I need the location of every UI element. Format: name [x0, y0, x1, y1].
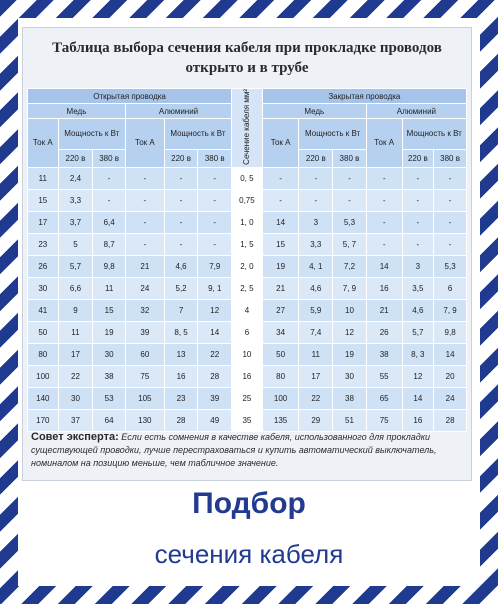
- table-cell: 21: [125, 255, 164, 277]
- table-cell: 3,7: [58, 211, 93, 233]
- table-cell: 4,6: [402, 299, 434, 321]
- section-cell: 10: [232, 343, 263, 365]
- table-cell: 11: [58, 321, 93, 343]
- table-cell: 30: [93, 343, 126, 365]
- voltage-380-header: 380 в: [333, 149, 367, 167]
- table-cell: 15: [28, 189, 59, 211]
- table-cell: 5,2: [164, 277, 198, 299]
- section-cell: 0,75: [232, 189, 263, 211]
- table-cell: 51: [333, 409, 367, 431]
- table-cell: -: [366, 189, 402, 211]
- table-cell: 7,4: [299, 321, 333, 343]
- table-cell: 8, 5: [164, 321, 198, 343]
- table-cell: 5, 7: [333, 233, 367, 255]
- power-header: Мощность к Вт: [164, 119, 231, 150]
- table-cell: 5,7: [58, 255, 93, 277]
- table-cell: 30: [28, 277, 59, 299]
- table-cell: 6,4: [93, 211, 126, 233]
- table-cell: 8, 3: [402, 343, 434, 365]
- table-cell: 10: [333, 299, 367, 321]
- table-cell: -: [164, 167, 198, 189]
- table-cell: 19: [93, 321, 126, 343]
- table-cell: 38: [333, 387, 367, 409]
- table-cell: -: [198, 211, 232, 233]
- section-cell: 0, 5: [232, 167, 263, 189]
- table-cell: 12: [198, 299, 232, 321]
- table-cell: 60: [125, 343, 164, 365]
- table-cell: 39: [125, 321, 164, 343]
- table-cell: 38: [366, 343, 402, 365]
- table-cell: 30: [58, 387, 93, 409]
- table-cell: 28: [164, 409, 198, 431]
- table-cell: -: [333, 167, 367, 189]
- table-cell: -: [198, 167, 232, 189]
- table-cell: 11: [299, 343, 333, 365]
- table-cell: 3,3: [58, 189, 93, 211]
- table-row: [28, 409, 467, 431]
- table-cell: 14: [366, 255, 402, 277]
- section-cell: 1, 5: [232, 233, 263, 255]
- table-cell: -: [125, 189, 164, 211]
- table-cell: 17: [58, 343, 93, 365]
- table-cell: 19: [333, 343, 367, 365]
- voltage-220-header: 220 в: [402, 149, 434, 167]
- table-cell: 26: [366, 321, 402, 343]
- table-cell: -: [402, 167, 434, 189]
- table-cell: 55: [366, 365, 402, 387]
- main-heading: Подбор: [192, 487, 306, 520]
- table-cell: -: [366, 167, 402, 189]
- table-cell: 7, 9: [333, 277, 367, 299]
- table-cell: 100: [262, 387, 299, 409]
- table-cell: 135: [262, 409, 299, 431]
- table-cell: -: [164, 233, 198, 255]
- table-cell: 20: [434, 365, 467, 387]
- table-row: [28, 321, 467, 343]
- table-cell: 32: [125, 299, 164, 321]
- table-cell: 41: [28, 299, 59, 321]
- table-row: [28, 277, 467, 299]
- table-cell: 13: [164, 343, 198, 365]
- table-cell: 29: [299, 409, 333, 431]
- table-cell: 2,4: [58, 167, 93, 189]
- table-cell: 75: [366, 409, 402, 431]
- closed-wiring-header: Закрытая проводка: [262, 89, 466, 104]
- table-cell: -: [262, 167, 299, 189]
- table-cell: -: [366, 211, 402, 233]
- cable-table-sheet: [22, 27, 472, 481]
- table-cell: 14: [262, 211, 299, 233]
- closed-copper-header: Медь: [262, 104, 366, 119]
- section-cell: 25: [232, 387, 263, 409]
- table-cell: -: [198, 233, 232, 255]
- table-cell: 50: [262, 343, 299, 365]
- section-cell: 16: [232, 365, 263, 387]
- table-cell: 39: [198, 387, 232, 409]
- table-row: [28, 167, 467, 189]
- table-cell: 23: [28, 233, 59, 255]
- table-row: [28, 299, 467, 321]
- expert-tip-lead: Совет эксперта:: [31, 431, 119, 443]
- section-cell: 35: [232, 409, 263, 431]
- table-cell: 28: [434, 409, 467, 431]
- table-cell: -: [125, 211, 164, 233]
- table-cell: 37: [58, 409, 93, 431]
- voltage-380-header: 380 в: [434, 149, 467, 167]
- section-cell: 6: [232, 321, 263, 343]
- table-cell: 24: [434, 387, 467, 409]
- table-cell: 130: [125, 409, 164, 431]
- voltage-220-header: 220 в: [299, 149, 333, 167]
- table-cell: 24: [125, 277, 164, 299]
- table-cell: 22: [198, 343, 232, 365]
- table-cell: 7,9: [198, 255, 232, 277]
- table-cell: -: [402, 233, 434, 255]
- table-cell: -: [262, 189, 299, 211]
- table-cell: 9,8: [93, 255, 126, 277]
- table-cell: 22: [299, 387, 333, 409]
- table-cell: 12: [402, 365, 434, 387]
- open-copper-header: Медь: [28, 104, 126, 119]
- table-cell: -: [299, 167, 333, 189]
- table-cell: 16: [164, 365, 198, 387]
- table-cell: 16: [402, 409, 434, 431]
- table-row: [28, 211, 467, 233]
- table-row: [28, 189, 467, 211]
- table-cell: 7: [164, 299, 198, 321]
- table-cell: 49: [198, 409, 232, 431]
- section-column-header: Сечение кабеля мм²: [232, 89, 263, 168]
- table-cell: 3,3: [299, 233, 333, 255]
- power-header: Мощность к Вт: [58, 119, 125, 150]
- table-cell: -: [198, 189, 232, 211]
- table-cell: 3: [299, 211, 333, 233]
- table-cell: 4, 1: [299, 255, 333, 277]
- voltage-220-header: 220 в: [58, 149, 93, 167]
- table-cell: 100: [28, 365, 59, 387]
- table-cell: 5,7: [402, 321, 434, 343]
- table-cell: 19: [262, 255, 299, 277]
- table-cell: 7, 9: [434, 299, 467, 321]
- table-cell: 14: [198, 321, 232, 343]
- table-row: [28, 233, 467, 255]
- table-cell: 80: [262, 365, 299, 387]
- table-row: [28, 255, 467, 277]
- table-cell: 11: [93, 277, 126, 299]
- table-cell: 105: [125, 387, 164, 409]
- table-cell: 75: [125, 365, 164, 387]
- table-cell: -: [434, 167, 467, 189]
- table-cell: -: [299, 189, 333, 211]
- table-cell: 64: [93, 409, 126, 431]
- table-cell: 5,9: [299, 299, 333, 321]
- table-cell: 28: [198, 365, 232, 387]
- table-cell: 21: [366, 299, 402, 321]
- cable-selection-table: [27, 88, 467, 432]
- table-cell: 65: [366, 387, 402, 409]
- table-cell: -: [164, 211, 198, 233]
- table-cell: 22: [58, 365, 93, 387]
- table-cell: 50: [28, 321, 59, 343]
- table-cell: 5: [58, 233, 93, 255]
- table-row: [28, 387, 467, 409]
- table-cell: 5,3: [434, 255, 467, 277]
- table-cell: 6,6: [58, 277, 93, 299]
- table-cell: -: [333, 189, 367, 211]
- sub-heading: сечения кабеля: [154, 539, 344, 569]
- table-cell: 21: [262, 277, 299, 299]
- current-header: Ток А: [262, 119, 299, 168]
- table-cell: 7,2: [333, 255, 367, 277]
- power-header: Мощность к Вт: [402, 119, 466, 150]
- table-cell: 15: [262, 233, 299, 255]
- table-cell: 53: [93, 387, 126, 409]
- table-cell: -: [93, 167, 126, 189]
- table-cell: -: [402, 211, 434, 233]
- section-cell: 1, 0: [232, 211, 263, 233]
- table-cell: 4,6: [164, 255, 198, 277]
- section-cell: 4: [232, 299, 263, 321]
- table-cell: -: [434, 189, 467, 211]
- table-cell: 15: [93, 299, 126, 321]
- table-cell: 3,5: [402, 277, 434, 299]
- open-aluminum-header: Алюминий: [125, 104, 231, 119]
- open-wiring-header: Открытая проводка: [28, 89, 232, 104]
- expert-tip: [31, 431, 467, 470]
- table-cell: 11: [28, 167, 59, 189]
- current-header: Ток А: [125, 119, 164, 168]
- current-header: Ток А: [366, 119, 402, 168]
- expert-tip-text: Если есть сомнения в качестве кабеля, использованного для прокладки существующей проводки, лучше перестраховаться и купить автоматический выключатель, номиналом на позицию меньше, чем табличное значение.: [31, 432, 437, 468]
- table-cell: 4,6: [299, 277, 333, 299]
- table-cell: 16: [366, 277, 402, 299]
- table-cell: 14: [434, 343, 467, 365]
- voltage-220-header: 220 в: [164, 149, 198, 167]
- power-header: Мощность к Вт: [299, 119, 366, 150]
- voltage-380-header: 380 в: [93, 149, 126, 167]
- table-cell: -: [125, 233, 164, 255]
- table-cell: 34: [262, 321, 299, 343]
- table-cell: 80: [28, 343, 59, 365]
- voltage-380-header: 380 в: [198, 149, 232, 167]
- table-cell: -: [434, 233, 467, 255]
- closed-aluminum-header: Алюминий: [366, 104, 466, 119]
- table-cell: 5,3: [333, 211, 367, 233]
- table-cell: 30: [333, 365, 367, 387]
- table-cell: 6: [434, 277, 467, 299]
- table-cell: 38: [93, 365, 126, 387]
- table-cell: 9: [58, 299, 93, 321]
- table-cell: -: [434, 211, 467, 233]
- table-cell: -: [402, 189, 434, 211]
- table-cell: 9, 1: [198, 277, 232, 299]
- table-cell: 17: [28, 211, 59, 233]
- table-cell: 140: [28, 387, 59, 409]
- table-cell: 3: [402, 255, 434, 277]
- table-cell: 8,7: [93, 233, 126, 255]
- table-cell: 27: [262, 299, 299, 321]
- table-cell: -: [93, 189, 126, 211]
- table-row: [28, 365, 467, 387]
- section-cell: 2, 5: [232, 277, 263, 299]
- table-cell: 170: [28, 409, 59, 431]
- table-cell: 14: [402, 387, 434, 409]
- table-cell: 12: [333, 321, 367, 343]
- current-header: Ток А: [28, 119, 59, 168]
- table-title: Таблица выбора сечения кабеля при прокладке проводов открыто и в трубе: [52, 40, 442, 76]
- section-cell: 2, 0: [232, 255, 263, 277]
- table-cell: 17: [299, 365, 333, 387]
- table-row: [28, 343, 467, 365]
- table-cell: -: [366, 233, 402, 255]
- table-cell: 23: [164, 387, 198, 409]
- table-cell: 9,8: [434, 321, 467, 343]
- table-cell: 26: [28, 255, 59, 277]
- table-cell: -: [164, 189, 198, 211]
- table-cell: -: [125, 167, 164, 189]
